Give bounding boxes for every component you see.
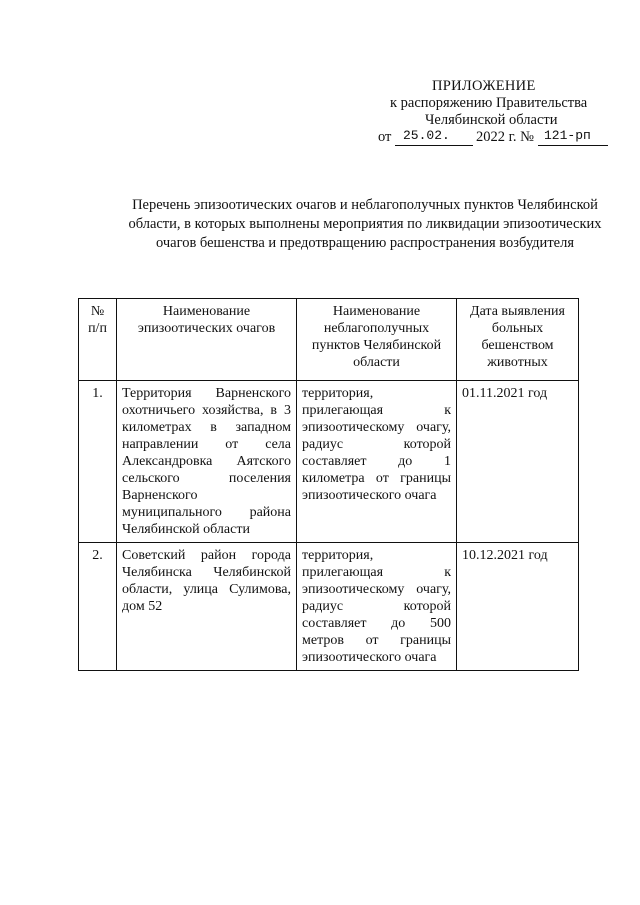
from-label: от bbox=[378, 129, 392, 145]
foci-table bbox=[78, 298, 579, 671]
header-date: Дата выявления больных бешенством животных bbox=[457, 299, 579, 381]
row-date: 01.11.2021 год bbox=[457, 381, 579, 543]
row-foci: Территория Варненского охотничьего хозяйства, в 3 километрах в западном направлении от села Александровка Аятского сельского поселения Варненского муниципального района Челябинской области bbox=[117, 381, 297, 543]
table-row bbox=[79, 381, 579, 543]
table-row bbox=[79, 543, 579, 671]
row-num: 1. bbox=[79, 381, 117, 543]
header-num: № п/п bbox=[79, 299, 117, 381]
header-points: Наименование неблагополучных пунктов Челябинской области bbox=[297, 299, 457, 381]
document-title: Перечень эпизоотических очагов и неблагополучных пунктов Челябинской области, в которых выполнены мероприятия по ликвидации эпизоотических очагов бешенства и предотвращению распространения возбудителя bbox=[128, 197, 602, 251]
row-points: территория, прилегающая к эпизоотическому очагу, радиус которой составляет до 500 метров от границы эпизоотического очага bbox=[297, 543, 457, 671]
row-points: территория, прилегающая к эпизоотическому очагу, радиус которой составляет до 1 километра от границы эпизоотического очага bbox=[297, 381, 457, 543]
appendix-region-line: Челябинской области bbox=[425, 112, 558, 128]
appendix-date-number-line bbox=[378, 129, 618, 149]
row-date: 10.12.2021 год bbox=[457, 543, 579, 671]
order-number: 121-рп bbox=[544, 128, 591, 143]
appendix-title: ПРИЛОЖЕНИЕ bbox=[432, 78, 536, 94]
number-underline bbox=[538, 145, 608, 146]
order-date: 25.02. bbox=[403, 128, 450, 143]
row-foci: Советский район города Челябинска Челябинской области, улица Сулимова, дом 52 bbox=[117, 543, 297, 671]
row-num: 2. bbox=[79, 543, 117, 671]
date-underline bbox=[395, 145, 473, 146]
appendix-order-line: к распоряжению Правительства bbox=[390, 95, 588, 111]
table-header-row bbox=[79, 299, 579, 381]
year-number-label: 2022 г. № bbox=[476, 129, 535, 145]
header-foci: Наименование эпизоотических очагов bbox=[117, 299, 297, 381]
